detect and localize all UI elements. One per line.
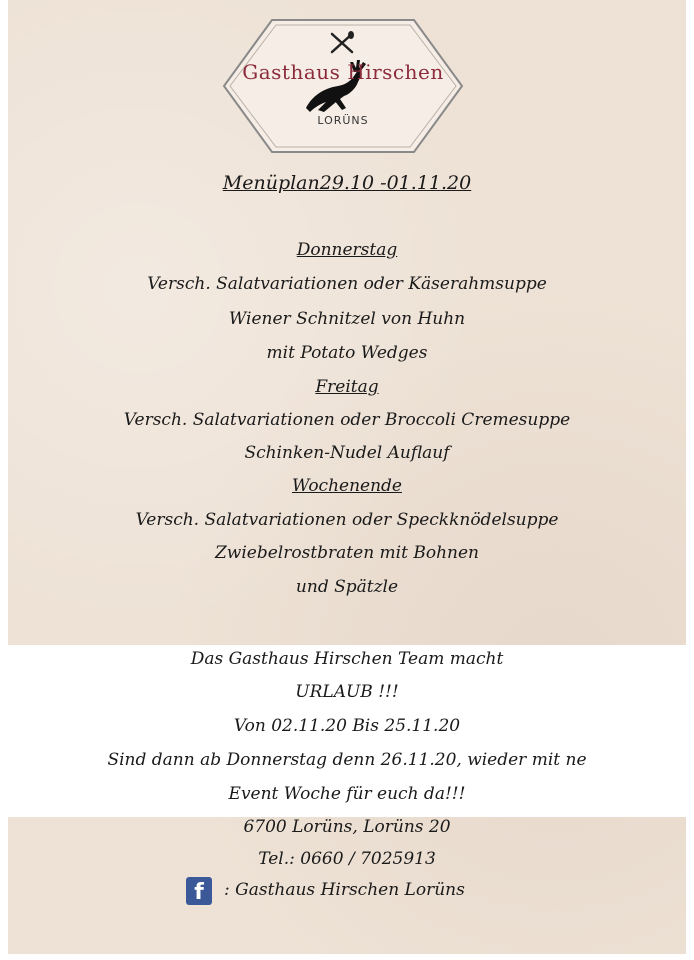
- photo-border-right: [686, 0, 694, 960]
- menu-item: Wiener Schnitzel von Huhn: [228, 309, 466, 329]
- notice-line: Das Gasthaus Hirschen Team macht: [190, 649, 504, 669]
- menu-item: Versch. Salatvariationen oder Speckknödelsuppe: [135, 510, 559, 530]
- menu-item: Versch. Salatvariationen oder Broccoli Cremesuppe: [123, 410, 571, 430]
- logo-frame-icon: [220, 16, 466, 156]
- notice-line: Sind dann ab Donnerstag denn 26.11.20, wieder mit ne: [107, 750, 587, 770]
- photo-border-left: [0, 0, 8, 960]
- facebook-page[interactable]: : Gasthaus Hirschen Lorüns: [224, 880, 465, 900]
- notice-line: Von 02.11.20 Bis 25.11.20: [233, 716, 461, 736]
- logo-place: LORÜNS: [317, 114, 369, 127]
- notice-line: Event Woche für euch da!!!: [228, 784, 466, 804]
- menu-item: Zwiebelrostbraten mit Bohnen: [215, 543, 479, 563]
- menu-item: und Spätzle: [295, 577, 399, 597]
- menu-item: mit Potato Wedges: [266, 343, 428, 363]
- menu-item: Schinken-Nudel Auflauf: [244, 443, 450, 463]
- logo-name: Gasthaus Hirschen: [242, 60, 444, 84]
- photo-border-bottom: [0, 954, 694, 960]
- menu-item: Versch. Salatvariationen oder Käserahmsuppe: [147, 274, 547, 294]
- address: 6700 Lorüns, Lorüns 20: [243, 817, 451, 837]
- notice-line: URLAUB !!!: [295, 682, 399, 702]
- day-heading-freitag: Freitag: [315, 377, 379, 397]
- menu-title: Menüplan29.10 -01.11.20: [222, 172, 472, 194]
- day-heading-donnerstag: Donnerstag: [296, 240, 398, 260]
- phone: Tel.: 0660 / 7025913: [258, 849, 436, 869]
- day-heading-wochenende: Wochenende: [292, 476, 402, 496]
- gasthaus-logo: [220, 16, 466, 156]
- facebook-icon[interactable]: f: [186, 877, 212, 905]
